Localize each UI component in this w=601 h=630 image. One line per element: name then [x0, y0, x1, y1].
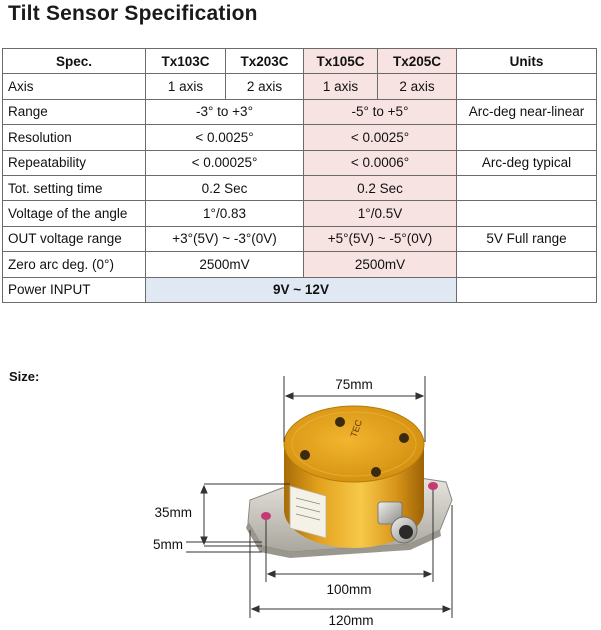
cell-power-value: 9V ~ 12V	[146, 277, 457, 302]
row-label: OUT voltage range	[3, 226, 146, 251]
row-label: Resolution	[3, 125, 146, 150]
cell-units: Arc-deg typical	[457, 150, 597, 175]
cell-units: Arc-deg near-linear	[457, 99, 597, 124]
screw-icon	[399, 433, 409, 443]
table-row	[3, 277, 597, 302]
row-label: Range	[3, 99, 146, 124]
screw-icon	[300, 450, 310, 460]
header-tx105c: Tx105C	[304, 49, 378, 74]
size-label: Size:	[9, 369, 40, 384]
dimension-height: 35mm	[154, 505, 192, 520]
page-title: Tilt Sensor Specification	[8, 2, 258, 25]
screw-icon	[371, 467, 381, 477]
table-row	[3, 175, 597, 200]
table-row	[3, 150, 597, 175]
row-label: Voltage of the angle	[3, 201, 146, 226]
table-header-row	[3, 49, 597, 74]
table-row	[3, 99, 597, 124]
dimension-length: 120mm	[328, 613, 374, 628]
cell-group1: -3° to +3°	[146, 99, 304, 124]
header-spec: Spec.	[3, 49, 146, 74]
cell-group2: < 0.0006°	[304, 150, 457, 175]
table-row	[3, 226, 597, 251]
table-row	[3, 201, 597, 226]
cell-units	[457, 201, 597, 226]
row-label: Power INPUT	[3, 277, 146, 302]
cell-units	[457, 252, 597, 277]
cell-group1: 0.2 Sec	[146, 175, 304, 200]
header-tx103c: Tx103C	[146, 49, 226, 74]
cell-group2: 1°/0.5V	[304, 201, 457, 226]
cell-group1: < 0.00025°	[146, 150, 304, 175]
row-label: Repeatability	[3, 150, 146, 175]
cell-tx203c: 2 axis	[226, 74, 304, 99]
mounting-hole	[261, 512, 271, 520]
cell-units	[457, 125, 597, 150]
dimension-base: 5mm	[153, 537, 183, 552]
sensor-dimension-figure	[0, 360, 601, 630]
cell-group1: 1°/0.83	[146, 201, 304, 226]
row-label: Axis	[3, 74, 146, 99]
cell-units	[457, 175, 597, 200]
cell-group2: < 0.0025°	[304, 125, 457, 150]
dimension-hole-span: 100mm	[326, 582, 372, 597]
cell-group2: 0.2 Sec	[304, 175, 457, 200]
cell-group2: 2500mV	[304, 252, 457, 277]
cell-tx103c: 1 axis	[146, 74, 226, 99]
cell-units	[457, 277, 597, 302]
cell-group1: +3°(5V) ~ -3°(0V)	[146, 226, 304, 251]
dimension-diameter: 75mm	[335, 377, 373, 392]
cell-group2: -5° to +5°	[304, 99, 457, 124]
table-row	[3, 252, 597, 277]
header-tx203c: Tx203C	[226, 49, 304, 74]
spec-table	[2, 48, 597, 303]
cell-units	[457, 74, 597, 99]
table-row	[3, 74, 597, 99]
table-row	[3, 125, 597, 150]
cell-group1: < 0.0025°	[146, 125, 304, 150]
cell-tx105c: 1 axis	[304, 74, 378, 99]
cell-group1: 2500mV	[146, 252, 304, 277]
body-marking: TEC	[348, 418, 365, 439]
screw-icon	[335, 417, 345, 427]
cell-units: 5V Full range	[457, 226, 597, 251]
row-label: Zero arc deg. (0°)	[3, 252, 146, 277]
header-units: Units	[457, 49, 597, 74]
cell-group2: +5°(5V) ~ -5°(0V)	[304, 226, 457, 251]
header-tx205c: Tx205C	[378, 49, 457, 74]
mounting-hole	[428, 482, 438, 490]
cell-tx205c: 2 axis	[378, 74, 457, 99]
row-label: Tot. setting time	[3, 175, 146, 200]
